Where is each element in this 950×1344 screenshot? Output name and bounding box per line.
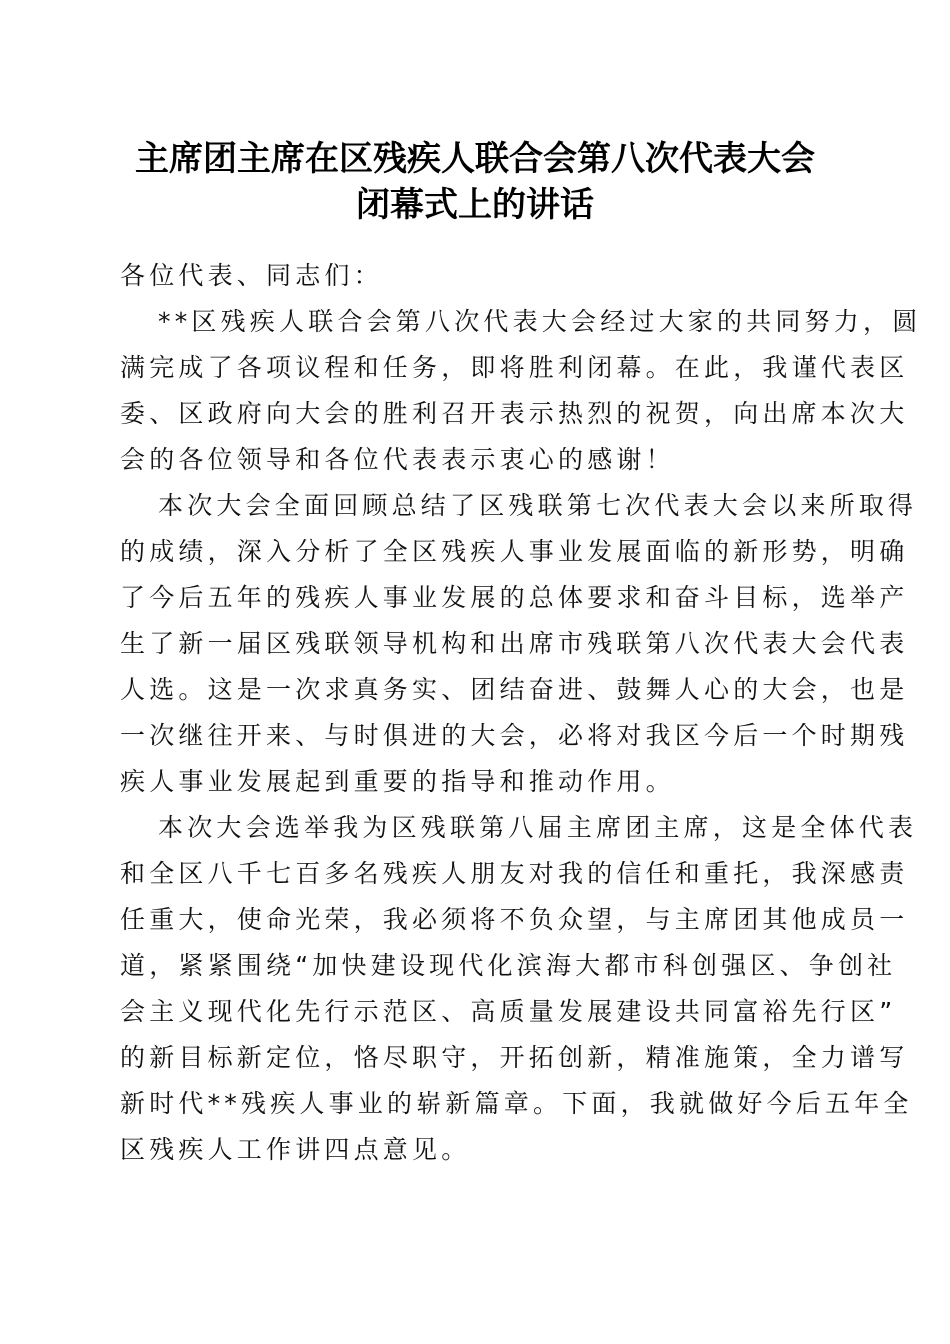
paragraph-line: 人选。这是一次求真务实、团结奋进、鼓舞人心的大会，也是 bbox=[120, 675, 909, 704]
paragraph-line: 一次继往开来、与时俱进的大会，必将对我区今后一个时期残 bbox=[120, 721, 909, 750]
paragraph-line: 生了新一届区残联领导机构和出席市残联第八次代表大会代表 bbox=[120, 629, 909, 658]
paragraph-line: **区残疾人联合会第八次代表大会经过大家的共同努力，圆 bbox=[158, 307, 922, 336]
paragraph-line: 的成绩，深入分析了全区残疾人事业发展面临的新形势，明确 bbox=[120, 537, 909, 566]
paragraph-line: 满完成了各项议程和任务，即将胜利闭幕。在此，我谨代表区 bbox=[120, 353, 909, 382]
paragraph-3 bbox=[120, 805, 918, 1173]
paragraph-line: 区残疾人工作讲四点意见。 bbox=[120, 1135, 471, 1164]
title-line-2: 闭幕式上的讲话 bbox=[356, 185, 594, 225]
paragraph-line: 的新目标新定位，恪尽职守，开拓创新，精准施策，全力谱写 bbox=[120, 1043, 909, 1072]
paragraph-line: 疾人事业发展起到重要的指导和推动作用。 bbox=[120, 767, 675, 796]
paragraph-line: 道，紧紧围绕“加快建设现代化滨海大都市科创强区、争创社 bbox=[120, 951, 897, 980]
document-body bbox=[120, 253, 922, 1173]
paragraph-line: 会的各位领导和各位代表表示衷心的感谢！ bbox=[120, 445, 675, 474]
paragraph-line: 和全区八千七百多名残疾人朋友对我的信任和重托，我深感责 bbox=[120, 859, 909, 888]
paragraph-1 bbox=[120, 299, 922, 483]
paragraph-line: 委、区政府向大会的胜利召开表示热烈的祝贺，向出席本次大 bbox=[120, 399, 909, 428]
document-title bbox=[100, 136, 850, 228]
salutation: 各位代表、同志们： bbox=[120, 261, 383, 290]
paragraph-line: 任重大，使命光荣，我必须将不负众望，与主席团其他成员一 bbox=[120, 905, 909, 934]
paragraph-line: 本次大会选举我为区残联第八届主席团主席，这是全体代表 bbox=[158, 813, 918, 842]
paragraph-2 bbox=[120, 483, 918, 805]
paragraph-line: 了今后五年的残疾人事业发展的总体要求和奋斗目标，选举产 bbox=[120, 583, 909, 612]
paragraph-line: 本次大会全面回顾总结了区残联第七次代表大会以来所取得 bbox=[158, 491, 918, 520]
title-line-1: 主席团主席在区残疾人联合会第八次代表大会 bbox=[135, 139, 815, 179]
paragraph-line: 会主义现代化先行示范区、高质量发展建设共同富裕先行区” bbox=[120, 997, 897, 1026]
paragraph-line: 新时代**残疾人事业的崭新篇章。下面，我就做好今后五年全 bbox=[120, 1089, 913, 1118]
